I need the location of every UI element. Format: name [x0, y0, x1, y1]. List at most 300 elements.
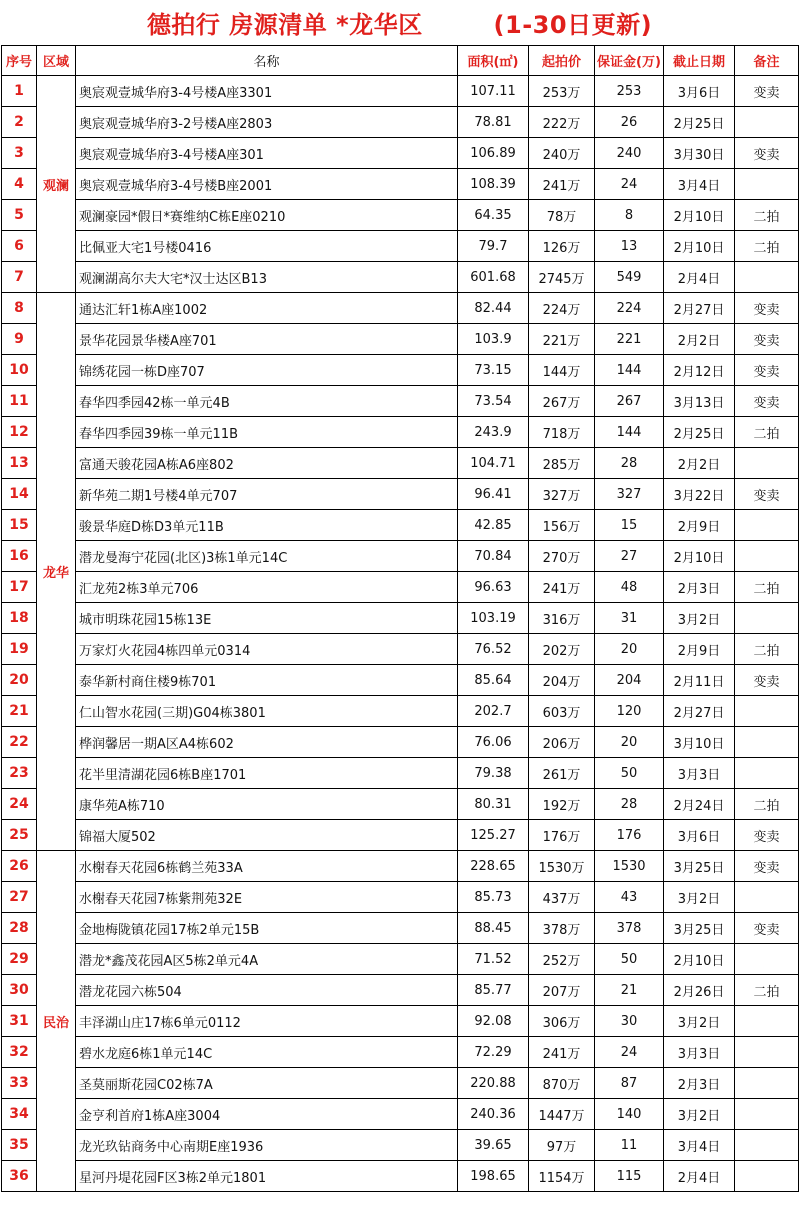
- header-no: 序号: [2, 46, 37, 76]
- title-main: 德拍行 房源清单 *龙华区: [146, 11, 423, 39]
- table-row: [2, 882, 799, 913]
- row-number: 12: [2, 417, 37, 448]
- row-deposit: 221: [595, 324, 664, 355]
- row-name: 富通天骏花园A栋A6座802: [76, 448, 458, 479]
- row-size: 82.44: [458, 293, 529, 324]
- row-deadline: 2月25日: [664, 107, 735, 138]
- row-deadline: 2月10日: [664, 231, 735, 262]
- row-note: 变卖: [735, 913, 799, 944]
- row-number: 10: [2, 355, 37, 386]
- row-size: 104.71: [458, 448, 529, 479]
- row-size: 240.36: [458, 1099, 529, 1130]
- row-name: 新华苑二期1号楼4单元707: [76, 479, 458, 510]
- header-name: 名称: [76, 46, 458, 76]
- row-deadline: 3月6日: [664, 76, 735, 107]
- row-size: 103.9: [458, 324, 529, 355]
- row-price: 261万: [529, 758, 595, 789]
- row-deadline: 3月2日: [664, 603, 735, 634]
- row-number: 26: [2, 851, 37, 882]
- row-note: [735, 448, 799, 479]
- row-note: 变卖: [735, 293, 799, 324]
- row-deadline: 2月11日: [664, 665, 735, 696]
- row-number: 7: [2, 262, 37, 293]
- row-size: 107.11: [458, 76, 529, 107]
- header-price: 起拍价: [529, 46, 595, 76]
- row-deadline: 2月10日: [664, 200, 735, 231]
- row-deposit: 378: [595, 913, 664, 944]
- row-name: 金地梅陇镇花园17栋2单元15B: [76, 913, 458, 944]
- table-row: [2, 386, 799, 417]
- table-row: [2, 665, 799, 696]
- row-number: 30: [2, 975, 37, 1006]
- row-size: 76.06: [458, 727, 529, 758]
- row-name: 观澜豪园*假日*赛维纳C栋E座0210: [76, 200, 458, 231]
- row-name: 康华苑A栋710: [76, 789, 458, 820]
- row-deposit: 15: [595, 510, 664, 541]
- table-row: [2, 138, 799, 169]
- header-row: [2, 46, 799, 76]
- row-size: 601.68: [458, 262, 529, 293]
- row-note: 变卖: [735, 76, 799, 107]
- row-deadline: 3月3日: [664, 1037, 735, 1068]
- row-size: 79.7: [458, 231, 529, 262]
- row-number: 31: [2, 1006, 37, 1037]
- table-row: [2, 820, 799, 851]
- row-size: 220.88: [458, 1068, 529, 1099]
- row-size: 79.38: [458, 758, 529, 789]
- row-size: 71.52: [458, 944, 529, 975]
- area-minzhi: 民治: [37, 851, 76, 1192]
- row-price: 176万: [529, 820, 595, 851]
- row-size: 85.64: [458, 665, 529, 696]
- row-number: 34: [2, 1099, 37, 1130]
- row-number: 15: [2, 510, 37, 541]
- row-size: 103.19: [458, 603, 529, 634]
- row-note: 二拍: [735, 417, 799, 448]
- header-note: 备注: [735, 46, 799, 76]
- row-deposit: 26: [595, 107, 664, 138]
- row-name: 汇龙苑2栋3单元706: [76, 572, 458, 603]
- row-number: 18: [2, 603, 37, 634]
- row-deposit: 20: [595, 727, 664, 758]
- row-deposit: 50: [595, 758, 664, 789]
- row-price: 78万: [529, 200, 595, 231]
- row-note: [735, 1161, 799, 1192]
- table-row: [2, 107, 799, 138]
- row-price: 870万: [529, 1068, 595, 1099]
- table-row: [2, 727, 799, 758]
- row-name: 锦绣花园一栋D座707: [76, 355, 458, 386]
- row-price: 1447万: [529, 1099, 595, 1130]
- row-number: 8: [2, 293, 37, 324]
- row-deposit: 87: [595, 1068, 664, 1099]
- row-deadline: 2月4日: [664, 1161, 735, 1192]
- row-name: 万家灯火花园4栋四单元0314: [76, 634, 458, 665]
- row-deadline: 3月4日: [664, 1130, 735, 1161]
- row-name: 城市明珠花园15栋13E: [76, 603, 458, 634]
- row-note: 二拍: [735, 634, 799, 665]
- row-name: 奥宸观壹城华府3-2号楼A座2803: [76, 107, 458, 138]
- row-deposit: 224: [595, 293, 664, 324]
- row-price: 144万: [529, 355, 595, 386]
- row-deposit: 240: [595, 138, 664, 169]
- row-price: 204万: [529, 665, 595, 696]
- row-price: 327万: [529, 479, 595, 510]
- row-name: 奥宸观壹城华府3-4号楼A座301: [76, 138, 458, 169]
- row-deposit: 30: [595, 1006, 664, 1037]
- row-name: 潜龙*鑫茂花园A区5栋2单元4A: [76, 944, 458, 975]
- row-number: 28: [2, 913, 37, 944]
- row-size: 70.84: [458, 541, 529, 572]
- row-price: 241万: [529, 572, 595, 603]
- row-deposit: 253: [595, 76, 664, 107]
- row-price: 97万: [529, 1130, 595, 1161]
- row-deadline: 3月2日: [664, 1099, 735, 1130]
- row-number: 11: [2, 386, 37, 417]
- row-number: 5: [2, 200, 37, 231]
- row-price: 437万: [529, 882, 595, 913]
- row-deposit: 43: [595, 882, 664, 913]
- table-row: [2, 448, 799, 479]
- row-number: 36: [2, 1161, 37, 1192]
- row-number: 24: [2, 789, 37, 820]
- row-deposit: 120: [595, 696, 664, 727]
- row-deadline: 3月30日: [664, 138, 735, 169]
- row-deposit: 50: [595, 944, 664, 975]
- row-name: 锦福大厦502: [76, 820, 458, 851]
- row-deadline: 3月25日: [664, 851, 735, 882]
- table-row: [2, 1161, 799, 1192]
- row-deadline: 3月22日: [664, 479, 735, 510]
- row-name: 景华花园景华楼A座701: [76, 324, 458, 355]
- row-note: [735, 944, 799, 975]
- row-deposit: 549: [595, 262, 664, 293]
- row-name: 金亨利首府1栋A座3004: [76, 1099, 458, 1130]
- table-row: [2, 758, 799, 789]
- row-note: 二拍: [735, 200, 799, 231]
- row-size: 243.9: [458, 417, 529, 448]
- row-deadline: 3月13日: [664, 386, 735, 417]
- row-number: 32: [2, 1037, 37, 1068]
- row-deadline: 2月9日: [664, 634, 735, 665]
- row-price: 285万: [529, 448, 595, 479]
- row-name: 通达汇轩1栋A座1002: [76, 293, 458, 324]
- row-size: 85.77: [458, 975, 529, 1006]
- row-note: [735, 510, 799, 541]
- row-deposit: 204: [595, 665, 664, 696]
- row-note: 二拍: [735, 789, 799, 820]
- row-name: 泰华新村商住楼9栋701: [76, 665, 458, 696]
- row-deadline: 3月2日: [664, 882, 735, 913]
- row-deadline: 2月10日: [664, 944, 735, 975]
- row-deposit: 28: [595, 789, 664, 820]
- row-deadline: 2月25日: [664, 417, 735, 448]
- row-price: 202万: [529, 634, 595, 665]
- row-size: 96.41: [458, 479, 529, 510]
- row-price: 221万: [529, 324, 595, 355]
- row-price: 267万: [529, 386, 595, 417]
- row-deadline: 2月2日: [664, 448, 735, 479]
- row-deposit: 8: [595, 200, 664, 231]
- row-name: 龙光玖钻商务中心南期E座1936: [76, 1130, 458, 1161]
- row-note: 变卖: [735, 851, 799, 882]
- row-deposit: 48: [595, 572, 664, 603]
- row-note: 二拍: [735, 572, 799, 603]
- row-price: 378万: [529, 913, 595, 944]
- row-deadline: 3月6日: [664, 820, 735, 851]
- row-deposit: 176: [595, 820, 664, 851]
- header-deadline: 截止日期: [664, 46, 735, 76]
- header-size: 面积(㎡): [458, 46, 529, 76]
- row-size: 106.89: [458, 138, 529, 169]
- area-guanlan: 观澜: [37, 76, 76, 293]
- row-note: [735, 727, 799, 758]
- row-number: 35: [2, 1130, 37, 1161]
- row-deadline: 2月3日: [664, 1068, 735, 1099]
- row-price: 252万: [529, 944, 595, 975]
- row-name: 圣莫丽斯花园C02栋7A: [76, 1068, 458, 1099]
- row-note: [735, 107, 799, 138]
- row-deposit: 20: [595, 634, 664, 665]
- table-row: [2, 355, 799, 386]
- row-number: 4: [2, 169, 37, 200]
- row-note: 变卖: [735, 665, 799, 696]
- row-size: 76.52: [458, 634, 529, 665]
- table-row: [2, 169, 799, 200]
- row-note: [735, 1068, 799, 1099]
- row-size: 73.54: [458, 386, 529, 417]
- table-row: [2, 603, 799, 634]
- table-row: [2, 1099, 799, 1130]
- row-name: 奥宸观壹城华府3-4号楼B座2001: [76, 169, 458, 200]
- row-note: [735, 1037, 799, 1068]
- row-deposit: 27: [595, 541, 664, 572]
- row-price: 603万: [529, 696, 595, 727]
- row-size: 78.81: [458, 107, 529, 138]
- row-price: 306万: [529, 1006, 595, 1037]
- row-price: 126万: [529, 231, 595, 262]
- row-deposit: 24: [595, 1037, 664, 1068]
- row-deadline: 2月2日: [664, 324, 735, 355]
- row-deadline: 2月4日: [664, 262, 735, 293]
- row-name: 水榭春天花园7栋紫荆苑32E: [76, 882, 458, 913]
- row-name: 仁山智水花园(三期)G04栋3801: [76, 696, 458, 727]
- table-row: [2, 913, 799, 944]
- row-name: 观澜湖高尔夫大宅*汉士达区B13: [76, 262, 458, 293]
- title-update: (1-30日更新): [493, 11, 653, 39]
- row-deposit: 327: [595, 479, 664, 510]
- row-deposit: 140: [595, 1099, 664, 1130]
- table-row: [2, 231, 799, 262]
- row-note: [735, 1006, 799, 1037]
- row-note: [735, 169, 799, 200]
- table-row: [2, 1130, 799, 1161]
- row-price: 316万: [529, 603, 595, 634]
- row-price: 1530万: [529, 851, 595, 882]
- row-price: 222万: [529, 107, 595, 138]
- row-number: 14: [2, 479, 37, 510]
- row-number: 3: [2, 138, 37, 169]
- table-row: [2, 572, 799, 603]
- row-deposit: 115: [595, 1161, 664, 1192]
- table-row: [2, 479, 799, 510]
- row-note: [735, 758, 799, 789]
- row-size: 198.65: [458, 1161, 529, 1192]
- row-number: 27: [2, 882, 37, 913]
- row-name: 水榭春天花园6栋鹤兰苑33A: [76, 851, 458, 882]
- row-name: 春华四季园39栋一单元11B: [76, 417, 458, 448]
- row-price: 241万: [529, 1037, 595, 1068]
- row-deposit: 21: [595, 975, 664, 1006]
- row-deadline: 2月27日: [664, 696, 735, 727]
- table-row: [2, 944, 799, 975]
- row-number: 22: [2, 727, 37, 758]
- row-number: 13: [2, 448, 37, 479]
- row-size: 42.85: [458, 510, 529, 541]
- row-price: 241万: [529, 169, 595, 200]
- row-price: 270万: [529, 541, 595, 572]
- row-number: 1: [2, 76, 37, 107]
- row-size: 108.39: [458, 169, 529, 200]
- row-note: [735, 882, 799, 913]
- row-note: 二拍: [735, 231, 799, 262]
- row-price: 206万: [529, 727, 595, 758]
- row-deposit: 24: [595, 169, 664, 200]
- table-row: [2, 975, 799, 1006]
- listing-table: [1, 45, 799, 1192]
- table-body: [2, 76, 799, 1192]
- row-size: 96.63: [458, 572, 529, 603]
- row-deadline: 2月24日: [664, 789, 735, 820]
- row-name: 丰泽湖山庄17栋6单元0112: [76, 1006, 458, 1037]
- table-row: [2, 293, 799, 324]
- table-row: [2, 1068, 799, 1099]
- row-number: 9: [2, 324, 37, 355]
- row-number: 33: [2, 1068, 37, 1099]
- area-longhua: 龙华: [37, 293, 76, 851]
- row-size: 202.7: [458, 696, 529, 727]
- row-note: 变卖: [735, 386, 799, 417]
- row-size: 228.65: [458, 851, 529, 882]
- row-price: 718万: [529, 417, 595, 448]
- row-size: 92.08: [458, 1006, 529, 1037]
- table-row: [2, 200, 799, 231]
- row-note: [735, 1099, 799, 1130]
- row-deposit: 11: [595, 1130, 664, 1161]
- row-note: 二拍: [735, 975, 799, 1006]
- row-deadline: 2月3日: [664, 572, 735, 603]
- row-note: [735, 1130, 799, 1161]
- page-title: [0, 0, 799, 45]
- row-price: 207万: [529, 975, 595, 1006]
- row-name: 潜龙花园六栋504: [76, 975, 458, 1006]
- row-name: 星河丹堤花园F区3栋2单元1801: [76, 1161, 458, 1192]
- row-deposit: 28: [595, 448, 664, 479]
- table-row: [2, 634, 799, 665]
- row-name: 奥宸观壹城华府3-4号楼A座3301: [76, 76, 458, 107]
- row-size: 125.27: [458, 820, 529, 851]
- row-name: 春华四季园42栋一单元4B: [76, 386, 458, 417]
- row-name: 花半里清湖花园6栋B座1701: [76, 758, 458, 789]
- row-number: 6: [2, 231, 37, 262]
- table-row: [2, 417, 799, 448]
- table-row: [2, 76, 799, 107]
- row-deadline: 2月10日: [664, 541, 735, 572]
- table-row: [2, 262, 799, 293]
- table-row: [2, 324, 799, 355]
- row-deadline: 3月4日: [664, 169, 735, 200]
- row-deposit: 144: [595, 355, 664, 386]
- row-size: 88.45: [458, 913, 529, 944]
- row-note: [735, 603, 799, 634]
- row-name: 骏景华庭D栋D3单元11B: [76, 510, 458, 541]
- row-name: 碧水龙庭6栋1单元14C: [76, 1037, 458, 1068]
- row-size: 73.15: [458, 355, 529, 386]
- row-deadline: 3月2日: [664, 1006, 735, 1037]
- row-deposit: 267: [595, 386, 664, 417]
- row-name: 潜龙曼海宁花园(北区)3栋1单元14C: [76, 541, 458, 572]
- table-row: [2, 851, 799, 882]
- row-price: 1154万: [529, 1161, 595, 1192]
- row-deadline: 2月12日: [664, 355, 735, 386]
- table-row: [2, 541, 799, 572]
- row-note: 变卖: [735, 324, 799, 355]
- row-deposit: 31: [595, 603, 664, 634]
- table-row: [2, 1006, 799, 1037]
- row-deadline: 2月27日: [664, 293, 735, 324]
- row-note: 变卖: [735, 479, 799, 510]
- row-size: 85.73: [458, 882, 529, 913]
- row-note: 变卖: [735, 820, 799, 851]
- row-price: 156万: [529, 510, 595, 541]
- row-deposit: 1530: [595, 851, 664, 882]
- row-size: 80.31: [458, 789, 529, 820]
- header-area: 区域: [37, 46, 76, 76]
- row-note: 变卖: [735, 355, 799, 386]
- row-name: 桦润馨居一期A区A4栋602: [76, 727, 458, 758]
- table-row: [2, 696, 799, 727]
- table-row: [2, 789, 799, 820]
- row-number: 19: [2, 634, 37, 665]
- row-deadline: 2月26日: [664, 975, 735, 1006]
- table-row: [2, 1037, 799, 1068]
- row-size: 39.65: [458, 1130, 529, 1161]
- row-note: [735, 541, 799, 572]
- row-price: 192万: [529, 789, 595, 820]
- row-deposit: 13: [595, 231, 664, 262]
- row-number: 21: [2, 696, 37, 727]
- row-price: 240万: [529, 138, 595, 169]
- row-number: 2: [2, 107, 37, 138]
- row-number: 16: [2, 541, 37, 572]
- row-deadline: 3月25日: [664, 913, 735, 944]
- row-number: 23: [2, 758, 37, 789]
- row-deadline: 2月9日: [664, 510, 735, 541]
- row-price: 2745万: [529, 262, 595, 293]
- row-size: 64.35: [458, 200, 529, 231]
- row-note: [735, 696, 799, 727]
- table-row: [2, 510, 799, 541]
- row-number: 29: [2, 944, 37, 975]
- row-deadline: 3月10日: [664, 727, 735, 758]
- row-price: 224万: [529, 293, 595, 324]
- row-note: [735, 262, 799, 293]
- row-deposit: 144: [595, 417, 664, 448]
- row-number: 25: [2, 820, 37, 851]
- row-number: 20: [2, 665, 37, 696]
- header-deposit: 保证金(万): [595, 46, 664, 76]
- row-size: 72.29: [458, 1037, 529, 1068]
